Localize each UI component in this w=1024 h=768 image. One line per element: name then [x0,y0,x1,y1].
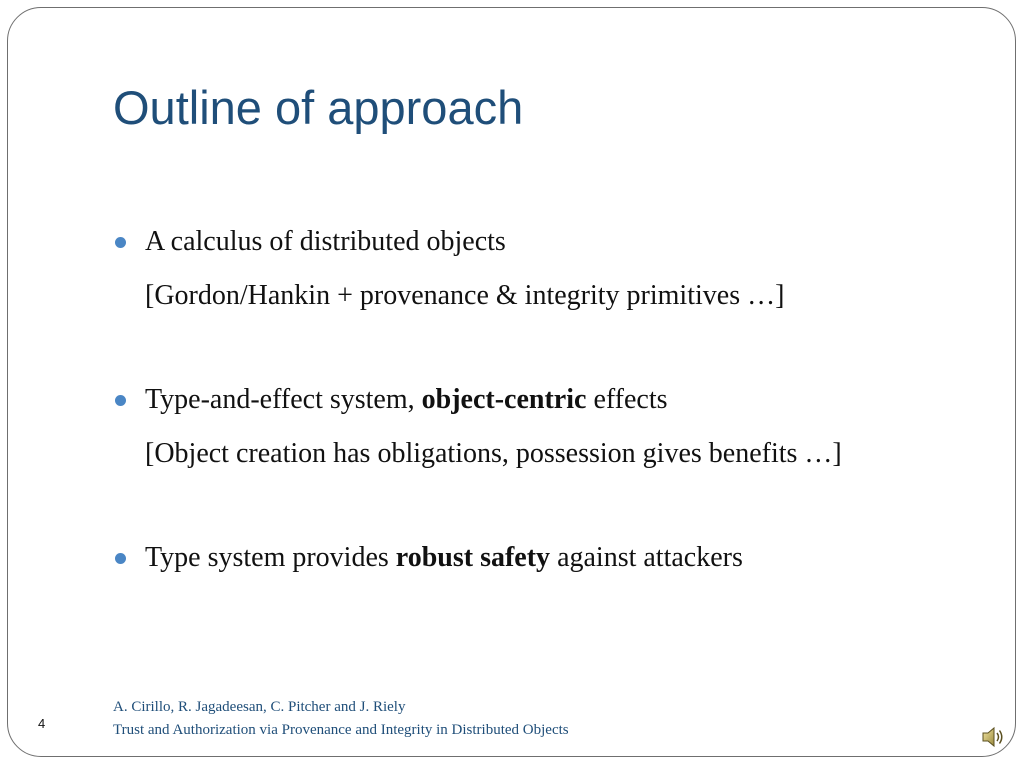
speaker-icon[interactable] [980,724,1006,750]
bullet-item-2 [113,386,842,468]
bullet-text-end: against attackers [550,542,743,573]
bullet-item-3 [113,544,743,576]
bullet-dot-icon [115,237,126,248]
page-number: 4 [38,716,46,731]
bullet-emphasis: object-centric [421,384,587,415]
bullet-text-end: effects [586,384,668,415]
bullet-subtext: [Gordon/Hankin + provenance & integrity primitives …] [145,280,785,311]
bullet-text: A calculus of distributed objects [145,226,506,257]
bullet-dot-icon [115,553,126,564]
footer-paper-title: Trust and Authorization via Provenance and Integrity in Distributed Objects [113,722,569,738]
bullet-line [113,544,743,576]
footer-authors: A. Cirillo, R. Jagadeesan, C. Pitcher and J. Riely [113,699,406,715]
bullet-item-1 [113,228,784,310]
slide-footer [113,696,569,742]
slide-title: Outline of approach [113,81,524,134]
bullet-text: Type-and-effect system, [145,384,422,415]
bullet-line [113,386,842,418]
bullet-subtext: [Object creation has obligations, possession gives benefits …] [145,438,842,469]
bullet-emphasis: robust safety [395,542,551,573]
bullet-line [113,228,784,260]
bullet-text: Type system provides [145,542,396,573]
bullet-dot-icon [115,395,126,406]
